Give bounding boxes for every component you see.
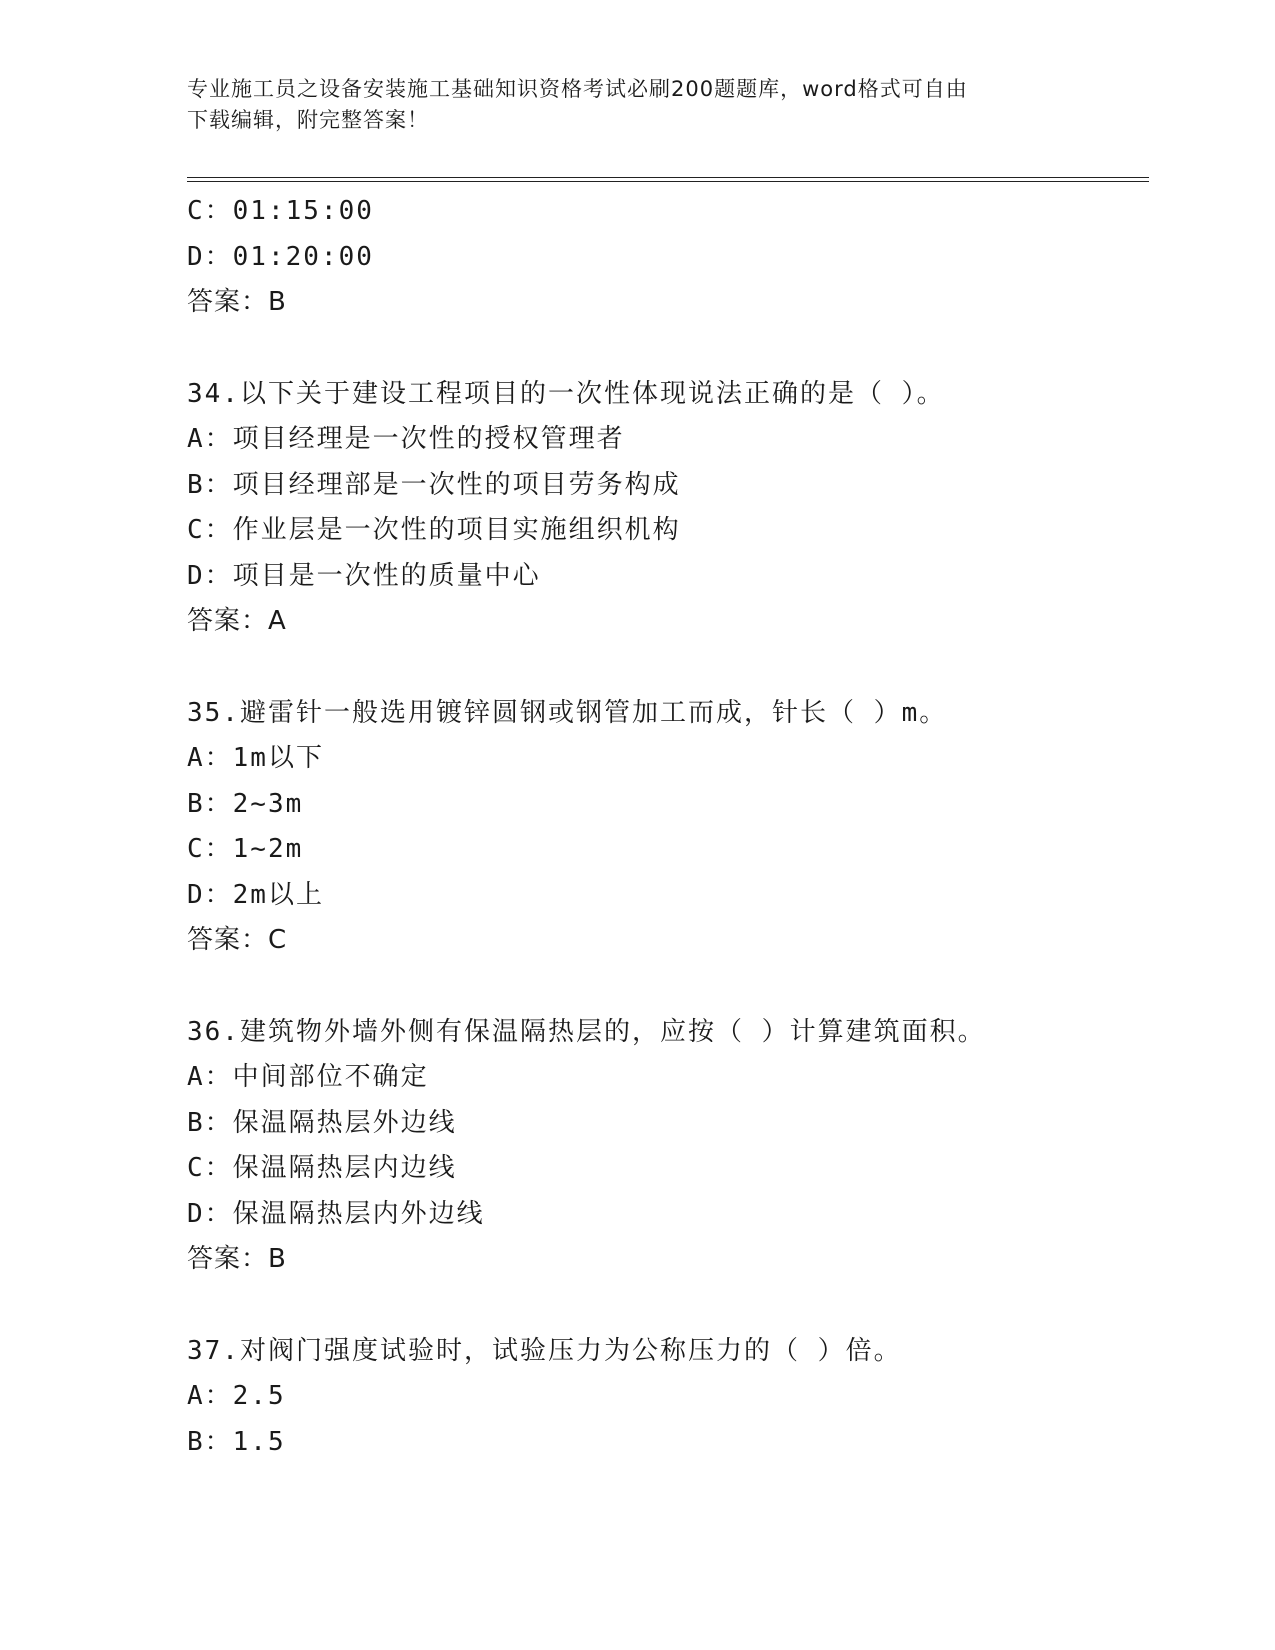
- answer: 答案：A: [187, 606, 287, 636]
- option-a: A：1m以下: [187, 743, 324, 773]
- option-d: D：保温隔热层内外边线: [187, 1198, 485, 1229]
- option-d: D：项目是一次性的质量中心: [187, 560, 541, 591]
- spacer: [187, 326, 1147, 372]
- answer: 答案：B: [187, 287, 287, 317]
- option-b: B：保温隔热层外边线: [187, 1107, 457, 1138]
- option-b: B：项目经理部是一次性的项目劳务构成: [187, 469, 681, 500]
- question-list: [187, 189, 1147, 1465]
- option-c: C：作业层是一次性的项目实施组织机构: [187, 515, 681, 545]
- spacer: [187, 1283, 1147, 1329]
- option-a: A：中间部位不确定: [187, 1062, 429, 1092]
- option-a: A：项目经理是一次性的授权管理者: [187, 424, 625, 454]
- spacer: [187, 964, 1147, 1010]
- option-c: C：01:15:00: [187, 196, 374, 226]
- option-b: B：2~3m: [187, 788, 304, 819]
- answer: 答案：C: [187, 925, 288, 955]
- option-d: D：2m以上: [187, 879, 324, 910]
- question-stem: 34.以下关于建设工程项目的一次性体现说法正确的是（ ）。: [187, 378, 945, 409]
- option-c: C：1~2m: [187, 834, 304, 864]
- header-divider-top: [187, 177, 1149, 178]
- option-d: D：01:20:00: [187, 241, 374, 272]
- header-divider-bottom: [187, 181, 1149, 182]
- option-c: C：保温隔热层内边线: [187, 1153, 457, 1183]
- spacer: [187, 645, 1147, 691]
- option-b: B：1.5: [187, 1426, 286, 1457]
- question-stem: 37.对阀门强度试验时，试验压力为公称压力的（ ）倍。: [187, 1335, 902, 1366]
- question-stem: 35.避雷针一般选用镀锌圆钢或钢管加工而成，针长（ ）m。: [187, 697, 948, 728]
- question-stem: 36.建筑物外墙外侧有保温隔热层的，应按（ ）计算建筑面积。: [187, 1016, 986, 1047]
- option-a: A：2.5: [187, 1381, 286, 1411]
- header-line-2: 下载编辑，附完整答案！: [187, 108, 429, 132]
- answer: 答案：B: [187, 1244, 287, 1274]
- header-line-1: 专业施工员之设备安装施工基础知识资格考试必刷200题题库，word格式可自由: [187, 77, 968, 101]
- document-header: [187, 74, 1067, 136]
